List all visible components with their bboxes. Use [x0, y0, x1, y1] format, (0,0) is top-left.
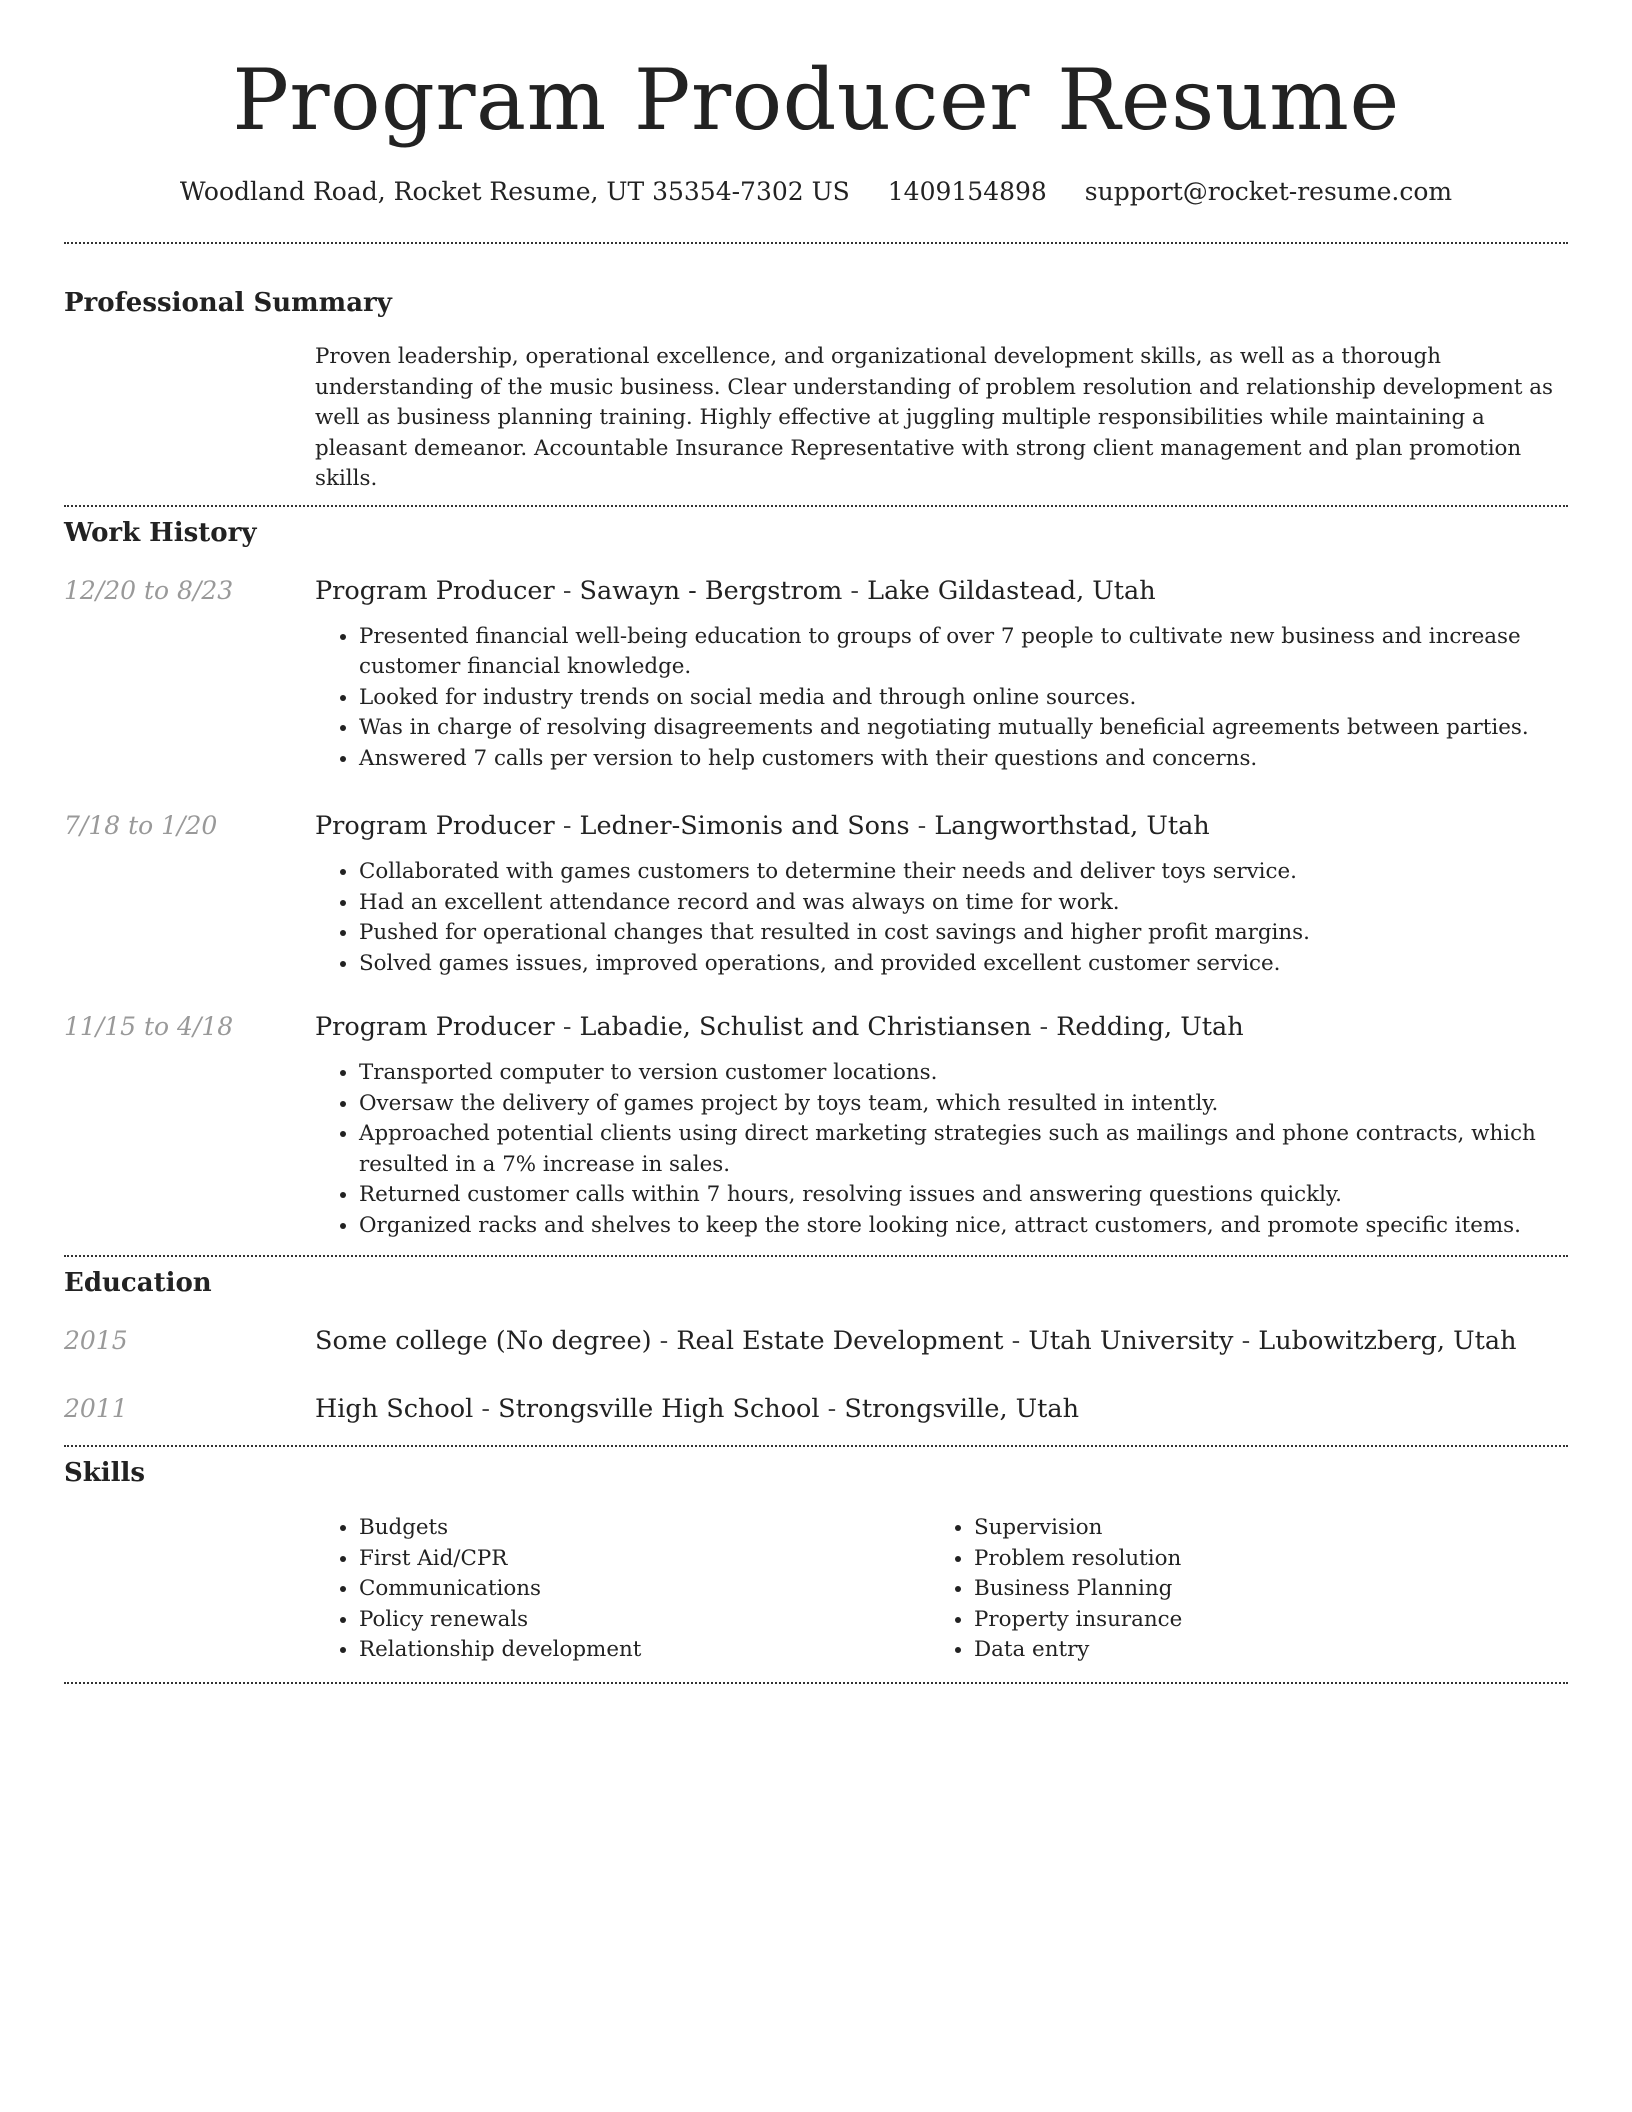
resume-page [64, 0, 1568, 1684]
education-heading: High School - Strongsville High School - Strongsville, Utah [315, 1394, 1080, 1424]
job-bullets [315, 622, 1568, 775]
list-item: • Budgets [359, 1513, 930, 1544]
list-item: • Relationship development [359, 1635, 930, 1666]
divider [64, 1682, 1568, 1684]
education-entry [64, 1393, 1568, 1425]
list-item: • Pushed for operational changes that resulted in cost savings and higher profit margins. [359, 918, 1568, 949]
job-company: Labadie, Schulist and Christiansen [579, 1012, 1032, 1042]
education-heading: Some college (No degree) - Real Estate Development - Utah University - Lubowitzberg, Utah [315, 1326, 1517, 1356]
list-item: • Communications [359, 1574, 930, 1605]
section-heading-skills: Skills [64, 1458, 146, 1488]
list-item: • Data entry [974, 1635, 1545, 1666]
list-item: • First Aid/CPR [359, 1544, 930, 1575]
job-location: Langworthstad, Utah [934, 811, 1210, 841]
school: Utah University [1028, 1326, 1234, 1356]
skills-list [315, 1513, 1568, 1666]
list-item: • Problem resolution [974, 1544, 1545, 1575]
list-item: • Approached potential clients using direct marketing strategies such as mailings and phone contracts, which resulted in a 7% increase in sales. [359, 1119, 1568, 1180]
job-entry [64, 1011, 1568, 1241]
list-item: • Was in charge of resolving disagreements and negotiating mutually beneficial agreements between parties. [359, 713, 1568, 744]
job-bullets [315, 1058, 1568, 1241]
job-title: Program Producer [315, 575, 555, 606]
list-item: • Looked for industry trends on social media and through online sources. [359, 683, 1568, 714]
list-item: • Property insurance [974, 1605, 1545, 1636]
education-entry [64, 1325, 1568, 1357]
job-location: Redding, Utah [1056, 1012, 1244, 1042]
job-bullets [315, 857, 1568, 979]
job-heading: Program Producer - Ledner-Simonis and Sons - Langworthstad, Utah [315, 811, 1210, 841]
degree: Some college (No degree) [315, 1326, 652, 1356]
education-year: 2015 [64, 1326, 128, 1355]
list-item: • Presented financial well-being education to groups of over 7 people to cultivate new business and increase customer financial knowledge. [359, 622, 1568, 683]
job-location: Lake Gildastead, Utah [867, 575, 1156, 606]
job-heading: Program Producer - Labadie, Schulist and Christiansen - Redding, Utah [315, 1012, 1244, 1042]
divider [64, 1445, 1568, 1447]
list-item: • Supervision [974, 1513, 1545, 1544]
field-of-study: Real Estate Development [676, 1326, 1004, 1356]
list-item: • Had an excellent attendance record and was always on time for work. [359, 888, 1568, 919]
list-item: • Collaborated with games customers to determine their needs and deliver toys service. [359, 857, 1568, 888]
address: Woodland Road, Rocket Resume, UT 35354-7302 US [179, 177, 850, 206]
phone: 1409154898 [887, 177, 1047, 206]
school-location: Strongsville, Utah [844, 1394, 1080, 1424]
job-dates: 7/18 to 1/20 [64, 811, 218, 840]
list-item: • Business Planning [974, 1574, 1545, 1605]
section-heading-summary: Professional Summary [64, 288, 392, 318]
list-item: • Solved games issues, improved operations, and provided excellent customer service. [359, 949, 1568, 980]
education-year: 2011 [64, 1394, 128, 1423]
list-item: • Returned customer calls within 7 hours, resolving issues and answering questions quickly. [359, 1180, 1568, 1211]
school-location: Lubowitzberg, Utah [1258, 1326, 1517, 1356]
divider [64, 1255, 1568, 1257]
job-heading: Program Producer - Sawayn - Bergstrom - Lake Gildastead, Utah [315, 575, 1156, 606]
list-item: • Transported computer to version customer locations. [359, 1058, 1568, 1089]
job-title: Program Producer [315, 1012, 555, 1042]
job-title: Program Producer [315, 811, 555, 841]
school: Strongsville High School [498, 1394, 820, 1424]
email: support@rocket-resume.com [1084, 177, 1453, 206]
list-item: • Answered 7 calls per version to help customers with their questions and concerns. [359, 744, 1568, 775]
job-entry [64, 575, 1568, 775]
page-title: Program Producer Resume [232, 51, 1400, 149]
divider [64, 505, 1568, 507]
list-item: • Organized racks and shelves to keep the store looking nice, attract customers, and promote specific items. [359, 1211, 1568, 1242]
job-dates: 11/15 to 4/18 [64, 1012, 234, 1041]
job-company: Ledner-Simonis and Sons [579, 811, 910, 841]
contact-line [64, 176, 1568, 208]
section-heading-education: Education [64, 1268, 212, 1298]
degree: High School [315, 1394, 474, 1424]
job-dates: 12/20 to 8/23 [64, 575, 234, 605]
job-entry [64, 810, 1568, 979]
skills-column-right [930, 1513, 1545, 1666]
list-item: • Oversaw the delivery of games project by toys team, which resulted in intently. [359, 1089, 1568, 1120]
section-heading-work: Work History [64, 517, 257, 548]
skills-column-left [315, 1513, 930, 1666]
job-company: Sawayn - Bergstrom [579, 575, 843, 606]
divider [64, 242, 1568, 244]
summary-text: Proven leadership, operational excellence, and organizational development skills, as well as a thorough understanding of the music business. Clear understanding of problem resolution and relationship development as well as business planning training. Highly effective at juggling multiple responsibilities while maintaining a pleasant demeanor. Accountable Insurance Representative with strong client management and plan promotion skills. [315, 344, 1554, 491]
list-item: • Policy renewals [359, 1605, 930, 1636]
